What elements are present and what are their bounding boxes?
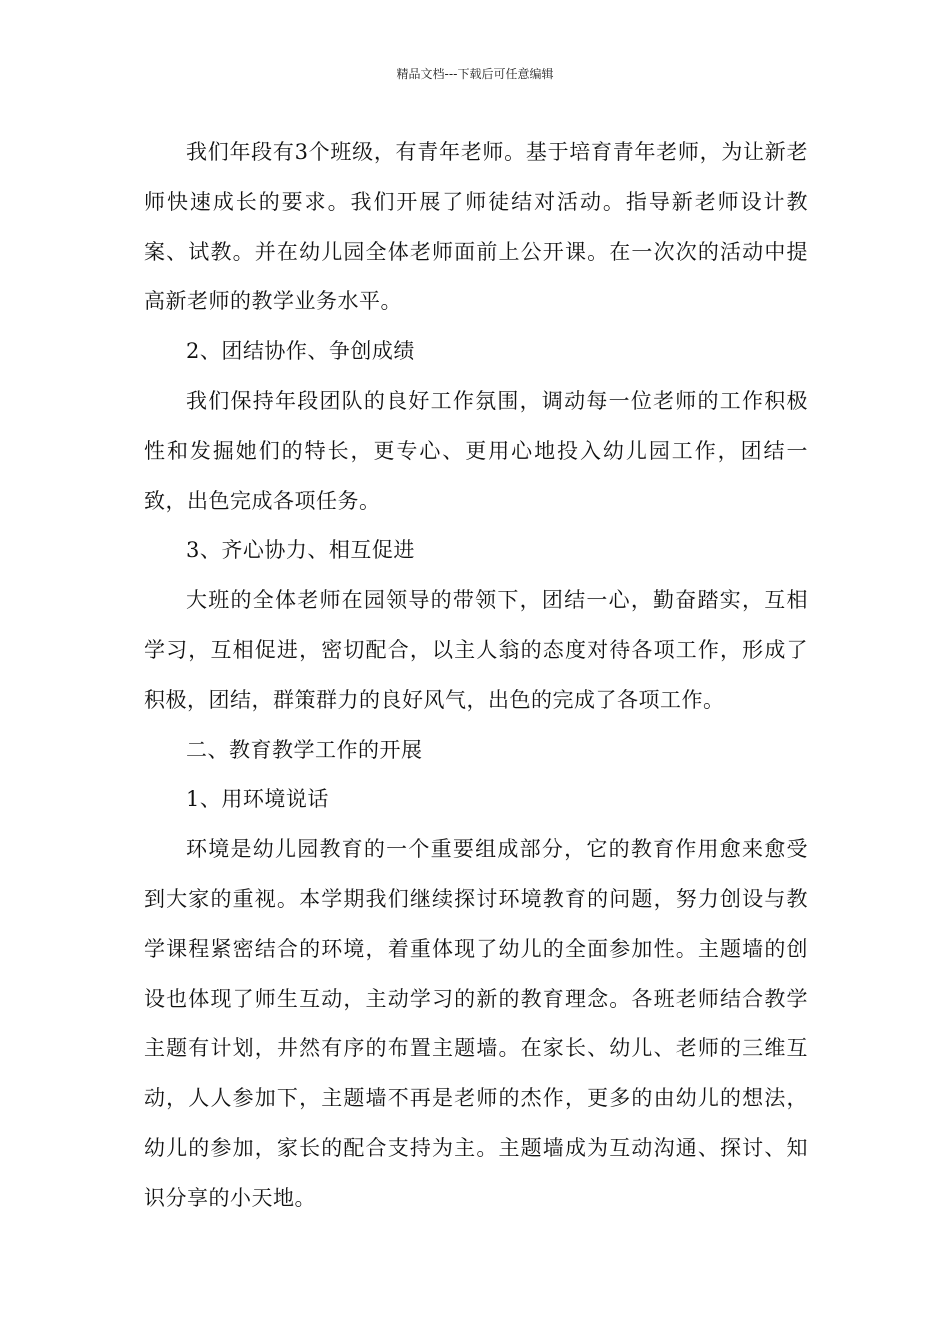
paragraph-environment: 环境是幼儿园教育的一个重要组成部分，它的教育作用愈来愈受到大家的重视。本学期我们继续探讨环境教育的问题，努力创设与教学课程紧密结合的环境，着重体现了幼儿的全面参加性。主题墙的创设也体现了师生互动，主动学习的新的教育理念。各班老师结合教学主题有计划，井然有序的布置主题墙。在家长、幼儿、老师的三维互动，人人参加下，主题墙不再是老师的杰作，更多的由幼儿的想法，幼儿的参加，家长的配合支持为主。主题墙成为互动沟通、探讨、知识分享的小天地。 — [144, 837, 808, 1210]
heading-cooperation: 3、齐心协力、相互促进 — [186, 538, 415, 563]
paragraph-teamwork: 我们保持年段团队的良好工作氛围，调动每一位老师的工作积极性和发掘她们的特长，更专心、更用心地投入幼儿园工作，团结一致，出色完成各项任务。 — [144, 388, 808, 513]
document-body — [144, 128, 808, 1224]
page-header: 精品文档---下载后可任意编辑 — [396, 67, 554, 81]
heading-teamwork: 2、团结协作、争创成绩 — [186, 339, 415, 364]
heading-education-work: 二、教育教学工作的开展 — [186, 737, 423, 762]
heading-environment: 1、用环境说话 — [186, 787, 329, 812]
paragraph-cooperation: 大班的全体老师在园领导的带领下，团结一心，勤奋踏实，互相学习，互相促进，密切配合，以主人翁的态度对待各项工作，形成了积极，团结，群策群力的良好风气，出色的完成了各项工作。 — [144, 588, 808, 712]
paragraph-mentoring: 我们年段有3个班级，有青年老师。基于培育青年老师，为让新老师快速成长的要求。我们开展了师徒结对活动。指导新老师设计教案、试教。并在幼儿园全体老师面前上公开课。在一次次的活动中提高新老师的教学业务水平。 — [144, 140, 808, 314]
